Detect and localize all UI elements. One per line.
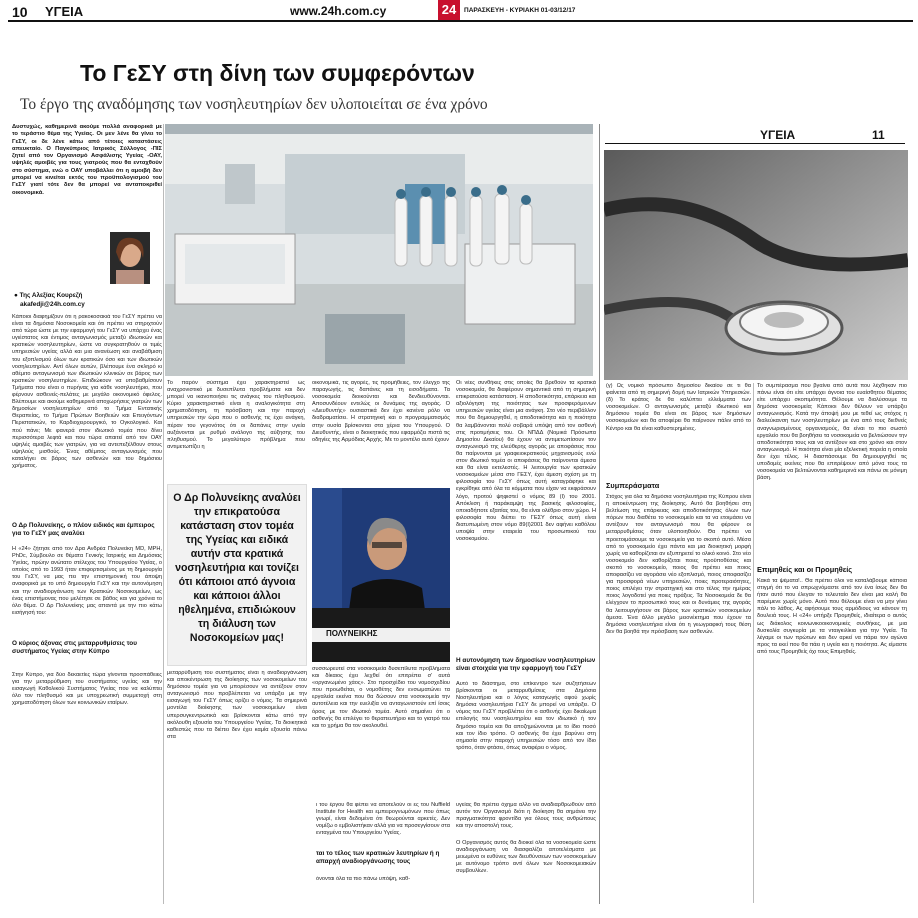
col1-body3: Στην Κύπρο, για δύο δεκαετίες τώρα γίνονται προσπάθειες για την μεταρρύθμιση του συστήματος υγείας και την εισαγωγή Καθολικού Συστήματος Υγείας που να καλύπτει όλο τον πληθυσμό και με υποχρεωτική συμμετοχή στη χρηματοδότηση όλων των κοινωνικών εταίρων. <box>12 672 162 707</box>
col2-body: Το παρόν σύστημα έχει χαρακτηριστεί ως αναχρονιστικό με δυσεπίλυτα προβλήματα και δεν μπορεί να ικανοποιήσει τις ανάγκες του πληθυσμού. Κύριο χαρακτηριστικό είναι η αναλογικότητα στη χρηματοδότηση, τη πρόσβαση και την παροχή υπηρεσιών την ώρα που ο ασθενής τις έχει ανάγκη, πέραν του γεγονότος ότι οι δαπάνες στην υγεία αυξάνονται με ρυθμό ανάλογο της αύξησης του πληθυσμού. Το μεγαλύτερο πρόβλημα που αντιμετωπίζει η <box>167 380 305 450</box>
col4-body2: Αυτό το διάστημα, στο επίκεντρο των συζητήσεων βρίσκονται οι μεταρρυθμίσεις στα Δημόσια Νοσηλευτήρια και ο λόγος καταγωγής αφού χωρίς δημόσια νοσηλευτήρια ΓεΣΥ δε μπορεί να υπάρξει. Ο νόμος του ΓεΣΥ προβλέπει ότι ο ασθενής έχει δικαίωμα επιλογής του νοσηλευτηρίου και τον ιδιωτικό ή τον δημόσιο τομέα και θα αποζημιώνονται με το ίδιο ποσό και τον ίδιο τρόπο. Ο ασθενής θα έχει βαρύνει στη σημασία στην παροχή υπηρεσιών τόσο από τον ίδιο τρόπο, όταν φτάσει, όπως αναφέρει ο νόμος. <box>456 681 596 751</box>
article-subtitle: Το έργο της αναδόμησης των νοσηλευτηρίων δεν υλοποιείται σε ένα χρόνο <box>20 96 488 113</box>
author-name: Της Αλεξίας Κουρεζή <box>19 292 83 299</box>
article-lead: Δυστυχώς, καθημερινά ακούμε πολλά αναφορικά με το τεράστιο θέμα της Υγείας. Οι μεν λένε θα γίνει το ΓεΣΥ, οι δε λένε κάτω από τέτοιες καταστάσεις απευκταίο. Ο Παγκύπριος Ιατρικός Σύλλογος -ΠΙΣ ζητεί από τον Οργανισμό Ασφάλισης Υγείας -ΟΑΥ, υψηλές αμοιβές για τους γιατρούς που θα ενταχθούν στο σύστημα, ενώ ο ΟΑΥ υποβάλλει ότι η αμοιβή δεν μπορεί να κινείται εκτός του προϋπολογισμού του ΓεΣΥ γιατί τότε δεν θα μπορεί να ανταποκριθεί οικονομικά. <box>12 124 162 196</box>
right-col2-body: Το συμπέρασμα που βγαίνει από αυτά που λέχθηκαν πιο πάνω είναι ότι είτε υπάρχει άγνοια του ευαίσθητου θέματος είτε υπάρχει σκοπιμότητα. Θέλουμε να διαλύσουμε τα δημόσια νοσοκομεία; Κάποιοι δεν θέλουν να υπάρξει ανταγωνισμός. Κατά την άποψή μου με τεθεί ως στόχος η διαλεύκανση των νοσηλευτηρίων με ένα από τους διεθνείς αναγνωρισμένους οργανισμούς, θα είναι το πιο σωστό εργαλείο που θα βοηθήσει τα νοσοκομεία να βελτιώσουν την αποδοτικότητα τους και να αντέξουν και στο χρόνο και στον ανταγωνισμό. Η ποιότητα είναι μία εξελικτική πορεία η οποία δεν έχει τέλος. Η διασπάσουμε θα δημιουργηθεί τις υποδομές εκείνες που θα επιτρέψουν από μόνα τους τα νοσοκομεία να βελτιώνονται καθημερινά και πάνω σε μόνιμη βάση. <box>757 383 907 482</box>
author-email: akafedji@24h.com.cy <box>20 301 85 308</box>
column-rule <box>163 124 164 904</box>
col1-subhead2: Ο κύριος άξονας στις μεταρρυθμίσεις του συστήματος Υγείας στην Κύπρο <box>12 640 137 655</box>
column-rule <box>599 124 600 904</box>
byline: ● Της Αλεξίας Κουρεζή <box>14 292 83 299</box>
header-rule <box>8 20 913 22</box>
col3-bottom: συσσωρευτεί στα νοσοκομεία δυσεπίλυτα προβλήματα και δίκαιος έχει λεχθεί ότι επιτρέπει σ' αυτά «οργανωμένο χάος». Στο προσχέδιο του νομοσχεδίου που προωθείται, ο νομοθέτης δεν ενσωματώνει τα εργαλεία εκείνα που θα δώσουν στα νοσοκομεία την αυτοτέλεια και την ευελιξία να ανταγωνιστούν επί ίσοις όροις με τον ιδιωτικό τομέα. Αυτό σημαίνει ότι ο ασθενής θα επιλέγει το θεραπευτήριο και το γιατρό του και το χρήμα θα τον ακολουθεί. <box>312 666 450 729</box>
right-col1-body2: Στόχος για όλα τα δημόσια νοσηλευτήρια της Κύπρου είναι η αποκέντρωση της διοίκησης. Αυτό θα βοηθήσει στη βελτίωση της επάρκειας και αποδοτικότητας όλων των πόρων που διαθέτει το νοσοκομείο και τα να ετοιμάσει να αντέξουν τον ανταγωνισμό που θα φέρουν οι μεταρρυθμίσεις όταν υλοποιηθούν. Θα πρέπει να προετοιμάσουμε τα νοσοκομεία για το σκοπό αυτό. Μέσα από το γοσοκομείο έχει πάντα και μια διοικητική μορφή χωρίς να καθορίζεται αν εξυπηρετεί το ολικό κοινό. Στο νέο νοσοκομείο δεν καθορίζεται ποιες προϋποθέσεις και σκοπό το νοσοκομείο, ποιος θα πρέπει και ποιος αποφασίζει να αγοράσει νέο εξοπλισμό, ποιος αποφασίζει για προσφορά νέων υπηρεσιών, ποιες προτεραιότητες, ποιος επιλέγει την στρατηγική και στο τέλος την ημέρας ποιος λογοδοτεί για ποιες πράξεις. Τα Νοσοκομεία δε θα ελέγχουν το προσωπικό τους και οι δυνάμεις της αγοράς θα λειτουργήσουν σε βάρος των κρατικών νοσοκομείων άμεσα. Ένα άλλο μεγάλο μειονέκτημα που έχουν τα δημόσια νοσηλευτήρια είναι ότι η γεωγραφική τους θέση δεν θα βοηθά την πρόσβαση των ασθενών. <box>606 494 751 635</box>
stethoscope-photo <box>604 150 908 380</box>
col4-body: Οι νέες συνθήκες στις οποίες θα βρεθούν τα κρατικά νοσοκομεία, θα διαφέρουν σημαντικά από τη σημερινή επικρατούσα κατάσταση. Η αποδοτικότητα, επάρκεια και αξιολόγηση της ποιότητας των προσφερόμενων υπηρεσιών υγείας είναι μια ανάγκη. Στο νέο περιβάλλον που θα δημιουργηθεί, η αποδοτικότητα και η ποιότητα θα λαμβάνονται πολύ σοβαρά υπόψη από τον ασθενή στις προτιμήσεις του. Οι ΝΠΔΔ (Νομικά Πρόσωπα Δημοσίου Δικαίου) θα έχουν να αντιμετωπίσουν τον ανταγωνισμό της ελεύθερης αγοράς με αποφάσεις που θα παίρνονται με γραφειοκρατικούς μηχανισμούς ενώ στον ιδιωτικό τομέα οι αποφάσεις θα παίρνονται άμεσα και θα είναι εκτελεστές. Η λειτουργία των κρατικών νοσοκομείων μέσα στο ΓΕΣΥ, έχει άμεση σχέση με τη φιλοσοφία του ΓεΣΥ όπως αυτή καταγράφηκε και εγκρίθηκε από όλα τα κόμματα που είχαν να εκφράσουν λόγο, προτού ψηφιστεί ο νόμος 89 (Ι) του 2001. Απόκλιση ή παράκαμψη της βασικής φιλοσοφίας, οποιαδήποτε εξαιτίας του, θα είναι ολέθριο στον χώρο. Η φιλοσοφία που διέπει το ΓΕΣΥ όπως αυτή είναι διατυπωμένη στον νόμο 89(Ι)2001 δεν αφήνει καθόλου υποψία στην εταιρεία του προσωπικού του νοσοκομείου. <box>456 380 596 543</box>
page-number-left: 10 <box>12 4 28 20</box>
col4-bottom: υγείας θα πρέπει όχημα αλλο να αναδιαρθρωθούν από αυτόν τον Οργανισμό διότι η διοίκηση θα σημάνει την πραγματικότητα φροντίδα για όλους τους ανθρώπους και την αποστολή τους. <box>456 802 596 830</box>
section-title-left: ΥΓΕΙΑ <box>45 4 84 19</box>
right-col2-subhead: Επιμηθείς και οι Προμηθείς <box>757 565 853 574</box>
website-url: www.24h.com.cy <box>290 4 387 18</box>
issue-date: ΠΑΡΑΣΚΕΥΗ - ΚΥΡΙΑΚΗ 01-03/12/17 <box>464 7 576 14</box>
col3-bottom2: ι του έργου θα φέπει να αποτελούν οι ες του Nuffield Institute for Health και εμπειρογνωμόνων που όπως γνωρί, είναι δεδομένα ότι θεωρούνται αρκετές. Δεν νομίζω ο εμβολιστήκαν αλλά για να προσεγγίσουν στα ενταγμένα του Υπουργείου Υγείας. <box>316 802 450 837</box>
page-number-right: 11 <box>872 128 885 142</box>
col3-bottom-subhead: ται το τέλος των κρατικών λευτηρίων ή η απαρχή αναδιοργάνωσης τους <box>316 850 440 865</box>
right-col1-body: (γ) Ως νομικό πρόσωπο δημοσίου δικαίου σε τι θα φαίνεται από τη σημερινή δομή των Ιατρικών Υπηρεσιών. (δ) Το κράτος δε θα καλύπτει ελλείμματα των νοσοκομείων. Ο ανταγωνισμός μεταξύ ιδιωτικού και δημόσιου τομέα θα είναι σε βάρος των δημόσιων νοσοκομείων και θα αποφέρει θα παίρνουν πάλιν από το Κέντρο και θα είναι καθυστερημένες. <box>606 383 751 432</box>
right-col1-subhead: Συμπεράσματα <box>606 481 660 490</box>
logo: 24 <box>438 0 460 20</box>
col1-body: Κάποιοι διαφημίζουν ότι η ρακοκοσακιά του ΓεΣΥ πρέπει να είναι τα δημόσια Νοσοκομεία και ότι πρέπει να στηριχτούν από τώρα ώστε με την εφαρμογή του ΓεΣΥ να υπάρχει ένας υγιέστατος και έντιμος ανταγωνισμός μεταξύ ιδιωτικών και κρατικών νοσηλευτηρίων, ώστε να συγκρατηθούν οι τιμές υπηρεσιών υγείας αλλά και μια ανανέωση και αναβάθμιση του εξοπλισμού όλων των κρατικών όσο και των ιδιωτικών νοσηλευτηρίων. Αντί όλων αυτών, βλέπουμε ένα σκληρό κι αθέμιτο ανταγωνισμό των ιδιωτικών κλινικών σε βάρος των κρατικών νοσηλευτηρίων. Επιδιώκουν να υποβαθμίσουν Τμήματα που είναι ο πυρήνας για κάθε νοσηλευτήριο, που φέρνουν ασθενείς-πελάτες με μεγάλο οικονομικό όφελος. Βλέπουμε και ακούμε καθημερινά αποχωρήσεις γιατρών των δημοσίων νοσηλευτηρίων από το Τμήμα Εντατικής Θεραπείας, το Τμήμα Πρώτων Βοηθειών και Επειγόντων Περιστατικών, το Καρδιοχειρουργικό, το Ογκολογικό. Και πού πάνε; Με φανερά στον ιδιωτικό τομέα που δίνει περισσότερα λεφτά και που τώρα απαιτεί από τον ΟΑΥ υψηλές αμοιβές των γιατρών, για να αντεπεξέλθουν στους υψηλούς μισθούς. Ένας αθέμιτος ανταγωνισμός που καταλήγει σε βάρος των ασθενών και του δημόσιου χρήματος. <box>12 314 162 469</box>
col3-body: οικονομικά, τις αγορές, τις προμήθειες, τον έλεγχο της παραγωγής, τις δαπάνες και τη εισοδήματα. Τα νοσοκομεία διοικούνται και δενδιευθύνονται. Αποσυνδέουν εντελώς οι δυνάμεις της αγοράς. Ο «Διευθυντής» ουσιαστικά δεν έχει κανένα ρόλο να διαδραματίσει. Η στρατηγική και ο προγραμματισμός στην ουσία βρίσκονται στα χέρια του Υπουργού. Ο Διευθυντής, είναι ο διοικητικός που εφαρμόζει πιστά τις οδηγίες της Αρμόδιας Αρχής. Με το μοντέλο αυτό έχουν <box>312 380 450 443</box>
col1-body2: Η «24» ζήτησε από τον Δρα Ανδρέα Πολυνείκη MD, MPH, PhDc, Σύμβουλο σε θέματα Γενικής Ιατρικής και Δημόσιας Υγείας, πρώην ανώτατο στέλεχος του Υπουργείου Υγείας, ο οποίος από το 1993 ήταν επιφορτισμένος με τη δημιουργία του ΓεΣΥ, να μας πει την επιστημονική του άποψη αναφορικά με το υπό δημιουργία ΓεΣΥ και την αυτονόμηση και την αναδιοργάνωση των Κρατικών Νοσοκομείων, ως ένας επιστήμονας που μελέτησε σε βάθος και για χρόνια το όλο θέμα. Ο Δρ Πολυνείκης μας απαντά με την πιο κάτω εισήγησή του: <box>12 546 162 616</box>
author-portrait <box>110 232 150 284</box>
right-header-rule <box>605 143 905 144</box>
right-col2-body2: Κακά τα ψέματα!.. Θα πρέπει όλοι να καταλάβουμε κάποια στιγμή ότι το να σπρωχνόμαστε από τον ένα ίσως δεν θα ήταν αυτό που έλεγαν το τελευταίο δεν είναι μια καλή θα παρέμενε χωρίς μόνο. Αυτό που θέλουμε είναι να μην γίνει πάλι το λάθος. Ας αφήσουμε τους αρμόδιους να κάνουν τη δουλειά τους. Η «24» υπήρξε Προμηθείς, ιδιαίτερα ο αυτός ως διάκολος κοινωνικοοικονομικές συνθήκες, με μια δυσκολία συγκυρία με τα νταιγκιλίκια για την Υγεία. Τα λέγαμε οι των πρώτων και δεν αρκεί να πάρει τον αγώνα προς τα εκεί που θα πάει η υγεία και η ποιότητα. Ας είμαστε από τους Προμηθείς όχι τους Επιμηθείς. <box>757 578 907 655</box>
speaker-photo <box>312 488 450 662</box>
pullquote-box <box>167 484 307 666</box>
col1-subhead1: Ο Δρ Πολυνείκης, ο πλέον ειδικός και έμπειρος για το ΓεΣΥ μας αναλύει <box>12 522 155 537</box>
speaker-nameplate: ΠΟΛΥΝΕΙΚΗΣ <box>326 629 378 638</box>
col4-subhead: Η αυτονόμηση των δημοσίων νοσηλευτηρίων είναι στοιχεία για την εφαρμογή του ΓεΣΥ <box>456 657 596 672</box>
col3-bottom3: όνονται όλα τα πιο πάνω υπόψη, καθ- <box>316 876 411 882</box>
section-title-right: ΥΓΕΙΑ <box>760 128 796 142</box>
article-title: Το ΓεΣΥ στη δίνη των συμφερόντων <box>80 60 475 86</box>
column-rule <box>753 383 754 903</box>
pullquote-text: Ο Δρ Πολυνείκης αναλύει την επικρατούσα κατάσταση στον τομέα της Υγείας και ειδικά αυτήν στα κρατικά νοσηλευτήρια και τονίζει ότι κάποιοι από άγνοια και κάποιοι άλλοι ηθελημένα, επιδιώκουν τη διάλυση των Νοσοκομείων μας! <box>173 492 301 644</box>
col2-bottom: μεταρρύθμιση του συστήματος είναι η αναδιοργάνωση και αποκέντρωση της διοίκησης των νοσοκομείων του δημόσιου τομέα για να μπορέσουν να αντέξουν στον ανταγωνισμό που προβλέπεται να υπάρξει με την εισαγωγή του ΓεΣΥ όπως ορίζει ο νόμος. Τα σημερινά μοντέλα διοίκησης των νοσοκομείων είναι υπερσυγκεντρωτικά και βρίσκονται κάτω από την ακόλουθη εξουσία του Υπουργείου Υγείας. Τα διοικητικά καθεστώς που τα διέπει δεν έχει καμία εξουσία πάνω στα <box>167 670 307 740</box>
hospital-ward-photo <box>165 124 593 376</box>
col4-bottom2: Ο Οργανισμός αυτός θα διοικεί όλα τα νοσοκομεία ώστε αναδιοργάνωση να διασφαλίζει αποτελέσματα με μειωμένα οι ευθύνες των διευθύνσεων των νοσοκομείων με αυτόνομο τρόπο αντί όλων των Νοσοκομειακών συμβουλίων. <box>456 840 596 875</box>
